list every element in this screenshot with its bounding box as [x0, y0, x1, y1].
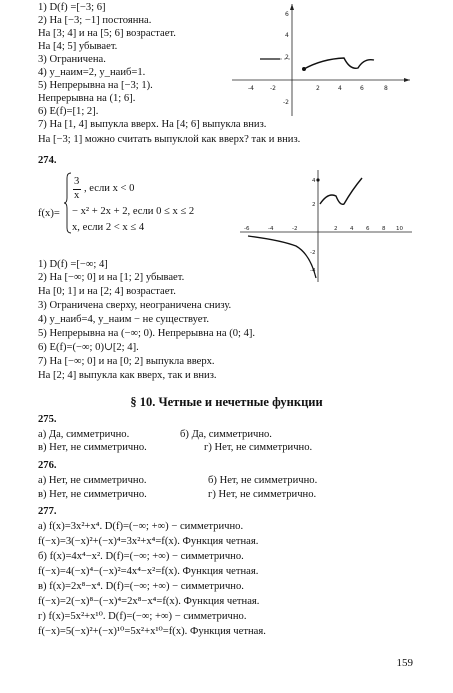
text-line: Непрерывна на (1; 6]. — [38, 93, 136, 104]
text-line: На [0; 1] и на [2; 4] возрастает. — [38, 286, 176, 297]
x-tick: -4 — [248, 85, 254, 92]
text-line: 5) Непрерывна на (−∞; 0). Непрерывна на (0; 4]. — [38, 328, 256, 339]
x-tick: -2 — [292, 226, 298, 232]
case-1-numerator: 3 — [74, 176, 80, 187]
brace-icon — [64, 172, 72, 234]
answer-g: г) Нет, не симметрично. — [208, 489, 317, 500]
text-line: в) f(x)=2x⁸−x⁴. D(f)=(−∞; +∞) − симметрично. — [38, 581, 244, 592]
text-line: 4) y_наим=2, y_наиб=1. — [38, 67, 146, 78]
text-line: г) f(x)=5x²+x¹⁰. D(f)=(−∞; +∞) − симметрично. — [38, 611, 247, 622]
answer-b: б) Да, симметрично. — [180, 429, 272, 440]
text-line: 4) y_наиб=4, y_наим − не существует. — [38, 314, 209, 325]
text-line: f(−x)=2(−x)⁸−(−x)⁴=2x⁸−x⁴=f(x). Функция четная. — [38, 596, 260, 607]
problem-number: 274. — [38, 155, 57, 166]
text-line: 5) Непрерывна на [−3; 1). — [38, 80, 153, 91]
text-line: 2) На [−3; −1] постоянна. — [38, 15, 152, 26]
case-2: − x² + 2x + 2, если 0 ≤ x ≤ 2 — [72, 206, 195, 217]
text-line: 2) На [−∞; 0] и на [1; 2] убывает. — [38, 272, 185, 283]
text-line: 3) Ограничена сверху, неограничена снизу. — [38, 300, 232, 311]
text-line: 3) Ограничена. — [38, 54, 106, 65]
problem-number: 277. — [38, 506, 57, 517]
text-line: На [2; 4] выпукла как вверх, так и вниз. — [38, 370, 217, 381]
x-tick: 8 — [382, 226, 386, 232]
answer-v: в) Нет, не симметрично. — [38, 442, 147, 453]
text-line: а) f(x)=3x²+x⁴. D(f)=(−∞; +∞) − симметрично. — [38, 521, 244, 532]
y-tick: -4 — [310, 268, 316, 274]
y-tick: 2 — [285, 54, 289, 61]
section-title: § 10. Четные и нечетные функции — [130, 395, 323, 409]
x-tick: 6 — [360, 85, 364, 92]
case-1-condition: , если x < 0 — [84, 183, 135, 194]
y-tick: 6 — [285, 11, 289, 18]
answer-v: в) Нет, не симметрично. — [38, 489, 147, 500]
y-tick: -2 — [310, 250, 316, 256]
answer-a: а) Нет, не симметрично. — [38, 475, 147, 486]
graph-2 — [240, 170, 412, 282]
x-tick: 8 — [384, 85, 388, 92]
page-number: 159 — [396, 657, 413, 669]
text-line: f(−x)=3(−x)²+(−x)⁴=3x²+x⁴=f(x). Функция четная. — [38, 536, 259, 547]
text-line: На [3; 4] и на [5; 6] возрастает. — [38, 28, 176, 39]
x-tick: 4 — [338, 85, 342, 92]
problem-number: 276. — [38, 460, 57, 471]
text-line: На [−3; 1] можно считать выпуклой как вверх? так и вниз. — [38, 134, 301, 145]
graph-1 — [232, 4, 410, 116]
problem-number: 275. — [38, 414, 57, 425]
case-1-denominator: x — [74, 190, 80, 201]
text-line: f(−x)=5(−x)²+(−x)¹⁰=5x²+x¹⁰=f(x). Функция четная. — [38, 626, 266, 637]
x-tick: -2 — [270, 85, 276, 92]
text-line: На [4; 5] убывает. — [38, 41, 118, 52]
text-line: 1) D(f) =[−3; 6] — [38, 2, 106, 13]
text-line: 7) На [−∞; 0] и на [0; 2] выпукла вверх. — [38, 356, 215, 367]
case-3: x, если 2 < x ≤ 4 — [72, 222, 145, 233]
text-line: б) f(x)=4x⁴−x². D(f)=(−∞; +∞) − симметрично. — [38, 551, 244, 562]
text-line: 1) D(f) =[−∞; 4] — [38, 259, 108, 270]
x-tick: 4 — [350, 226, 354, 232]
x-tick: -4 — [268, 226, 274, 232]
y-tick: 2 — [312, 202, 316, 208]
answer-g: г) Нет, не симметрично. — [204, 442, 313, 453]
fx-label: f(x)= — [38, 208, 60, 219]
x-tick: 2 — [334, 226, 338, 232]
x-tick: 10 — [396, 226, 403, 232]
x-tick: 6 — [366, 226, 370, 232]
y-tick: 4 — [285, 32, 289, 39]
text-line: 6) E(f)=[1; 2]. — [38, 106, 99, 117]
answer-b: б) Нет, не симметрично. — [208, 475, 318, 486]
y-tick: -2 — [283, 99, 289, 106]
x-tick: 2 — [316, 85, 320, 92]
text-line: f(−x)=4(−x)⁴−(−x)²=4x⁴−x²=f(x). Функция четная. — [38, 566, 259, 577]
text-line: 7) На [1, 4] выпукла вверх. На [4; 6] выпукла вниз. — [38, 119, 267, 130]
answer-a: а) Да, симметрично. — [38, 429, 130, 440]
x-tick: -6 — [244, 226, 250, 232]
text-line: 6) E(f)=(−∞; 0)∪[2; 4]. — [38, 342, 139, 353]
y-tick: 4 — [312, 178, 316, 184]
